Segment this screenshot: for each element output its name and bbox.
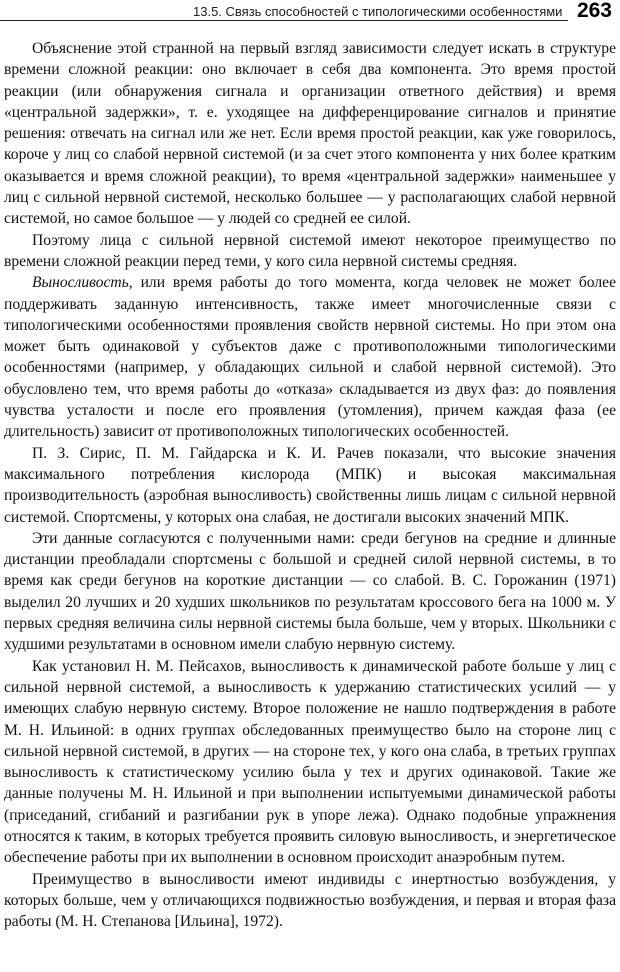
paragraph-3 <box>4 272 616 442</box>
paragraph-7: Преимущество в выносливости имеют индивиды с инертностью возбуждения, у которых больше, чем у отличающихся подвижностью возбуждения, и первая и вторая фаза работы (М. Н. Степанова [Ильина], 1972). <box>4 870 616 931</box>
paragraph-6: Как установил Н. М. Пейсахов, выносливость к динамической работе больше у лиц с сильной нервной системой, а выносливость к удержанию статистических усилий — у имеющих слабую нервную систему. Второе положение не нашло подтверждения в работе М. Н. Ильиной: в одних группах обследованных преимущество было на стороне лиц с сильной нервной системой, в других — на стороне тех, у кого она слаба, в третьих группах выносливость к статистическому усилию была у тех и других одинаковой. Такие же данные получены М. Н. Ильиной и при выполнении испытуемыми динамической работы (приседаний, сгибаний и разгибании рук в упоре лежа). Однако подобные упражнения относятся к таким, в которых требуется проявить силовую выносливость, и энергетическое обеспечение работы при их выполнении в основном происходит анаэробным путем. <box>4 657 616 867</box>
paragraph-1: Объяснение этой странной на первый взгляд зависимости следует искать в структуре времени сложной реакции: оно включает в себя два компонента. Это время простой реакции (или обнаружения сигнала и организации ответного действия) и время «центральной задержки», т. е. уходящее на дифференцирование сигналов и принятие решения: отвечать на сигнал или же нет. Если время простой реакции, как уже говорилось, короче у лиц со слабой нервной системой (и за счет этого компонента у них более кратким оказывается и время сложной реакции), то время «центральной задержки» наименьшее у лиц с сильной нервной системой, несколько большее — у располагающих слабой нервной системой, но самое большое — у людей со средней ее силой. <box>4 40 616 228</box>
paragraph-3-text: , или время работы до того момента, когда человек не может более поддерживать заданную интенсивность, также имеет многочисленные связи с типологическими особенностями проявления свойств нервной системы. Но при этом она может быть одинаковой у субъектов даже с противоположными типологическими особенностями (например, у обладающих сильной и слабой нервной системой). Это обусловлено тем, что время работы до «отказа» складывается из двух фаз: до появления чувства усталости и после его проявления (утомления), причем каждая фаза (ее длительность) зависит от противоположных типологических особенностей. <box>4 274 616 441</box>
paragraph-2: Поэтому лица с сильной нервной системой имеют некоторое преимущество по времени сложной реакции перед теми, у кого сила нервной системы средняя. <box>4 231 616 270</box>
header-rule <box>0 20 568 21</box>
page-number: 263 <box>576 0 612 22</box>
body-text <box>4 38 616 932</box>
paragraph-4: П. З. Сирис, П. М. Гайдарска и К. И. Рачев показали, что высокие значения максимального потребления кислорода (МПК) и высокая максимальная производительность (аэробная выносливость) свойственны лишь лицам с сильной нервной системой. Спортсмены, у которых она слабая, не достигали высоких значений МПК. <box>4 444 616 526</box>
section-title: 13.5. Связь способностей с типологическими особенностями <box>193 4 563 19</box>
running-head <box>0 0 620 26</box>
paragraph-5: Эти данные согласуются с полученными нами: среди бегунов на средние и длинные дистанции преобладали спортсмены с большой и средней силой нервной системы, в то время как среди бегунов на короткие дистанции — со слабой. В. С. Горожанин (1971) выделил 20 лучших и 20 худших школьников по результатам кроссового бега на 1000 м. У первых средняя величина силы нервной системы была больше, чем у вторых. Школьники с худшими результатами в основном имели слабую нервную систему. <box>4 529 616 654</box>
term-endurance: Выносливость <box>32 274 129 292</box>
